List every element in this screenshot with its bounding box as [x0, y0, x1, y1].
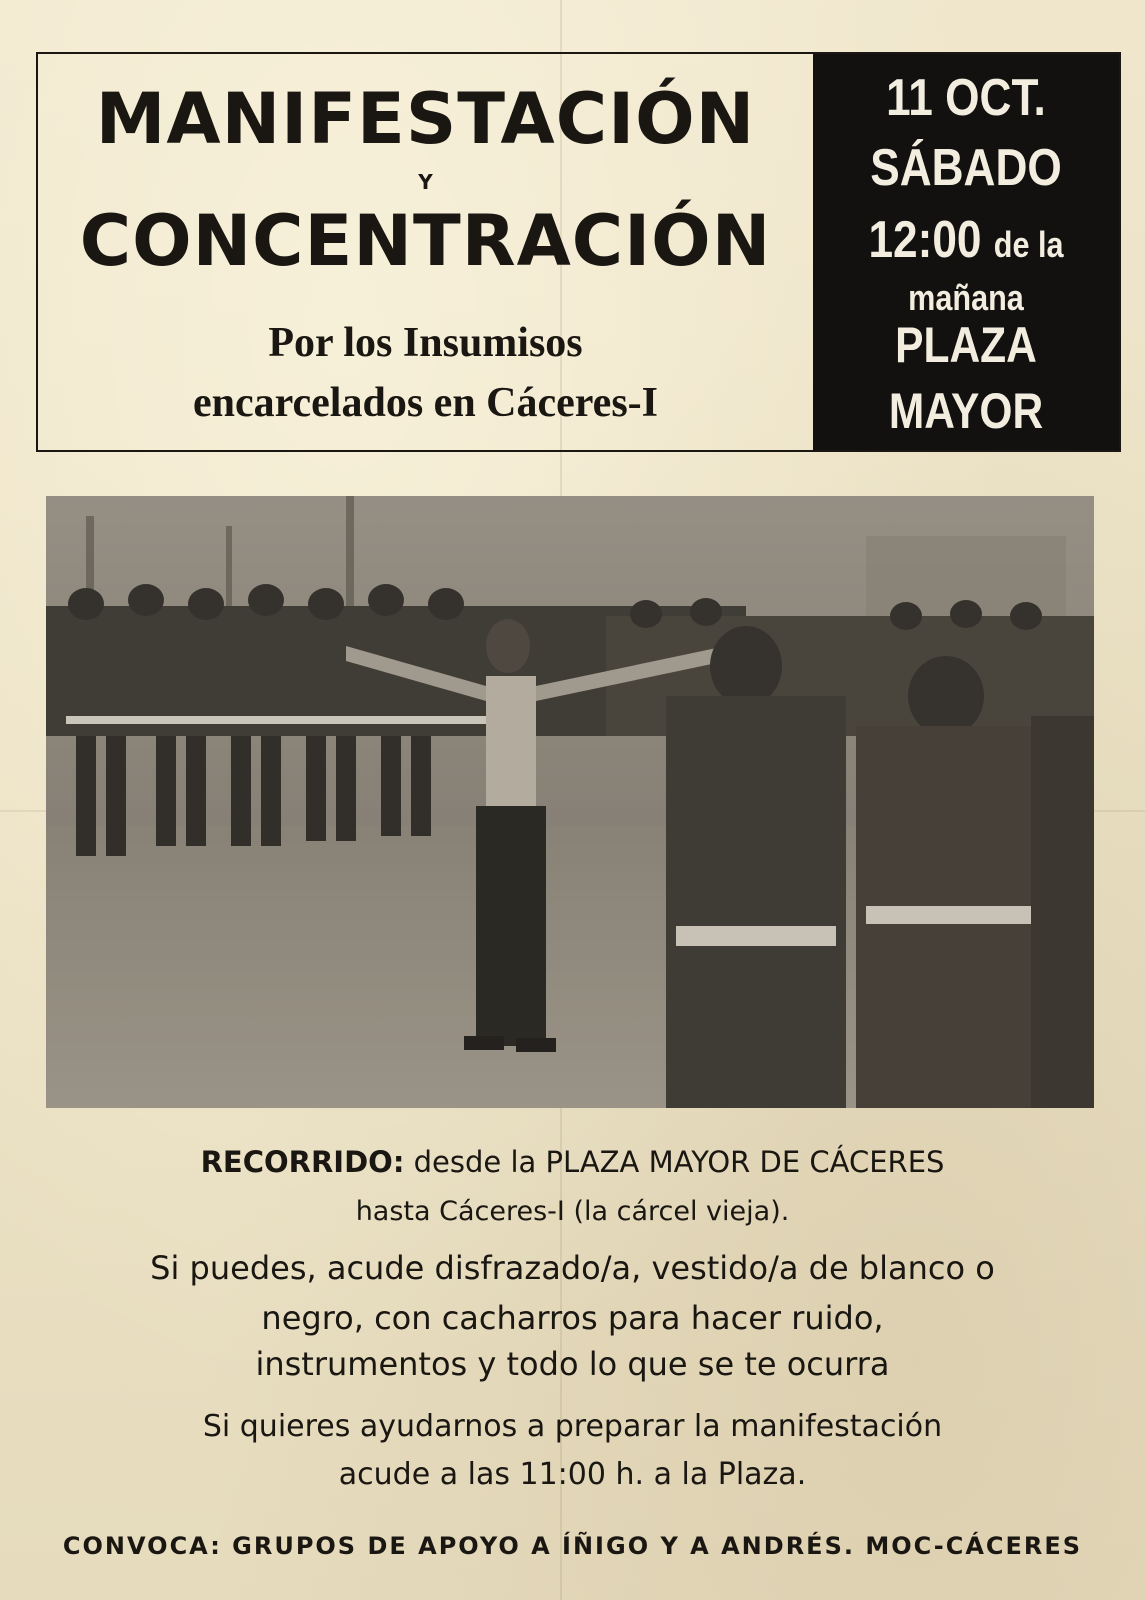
title-concentracion: CONCENTRACIÓN [79, 200, 772, 282]
invite-line-1: Si puedes, acude disfrazado/a, vestido/a de blanco o [150, 1249, 995, 1287]
invite-line-3: instrumentos y todo lo que se te ocurra [255, 1345, 890, 1383]
photo-illustration [46, 496, 1094, 1108]
subtitle-line-2: encarcelados en Cáceres-I [193, 380, 658, 426]
help-line-2: acude a las 11:00 h. a la Plaza. [338, 1457, 807, 1492]
event-place-line-1: PLAZA [895, 317, 1037, 373]
title-connector: Y [418, 170, 433, 194]
help-line-1: Si quieres ayudarnos a preparar la manifestación [202, 1409, 943, 1444]
header-title-panel [38, 54, 813, 450]
event-time-row [836, 211, 1096, 269]
header-box [36, 52, 1121, 452]
protest-photograph [46, 496, 1094, 1108]
event-date: 11 OCT. [886, 69, 1046, 127]
event-time-period: mañana [908, 277, 1024, 318]
title-manifestacion: MANIFESTACIÓN [95, 78, 756, 160]
route-from: desde la PLAZA MAYOR DE CÁCERES [413, 1145, 945, 1179]
event-time-suffix: de la [993, 224, 1064, 265]
event-time: 12:00 [868, 211, 982, 269]
event-place-line-2: MAYOR [888, 383, 1044, 439]
route-label: RECORRIDO: [200, 1145, 405, 1179]
organizers-footer: CONVOCA: GRUPOS DE APOYO A ÍÑIGO Y A ANDRÉS. MOC-CÁCERES [62, 1532, 1083, 1560]
event-weekday: SÁBADO [870, 139, 1062, 197]
event-info-box [813, 54, 1119, 450]
route-line [0, 1145, 1145, 1179]
route-destination: hasta Cáceres-I (la cárcel vieja). [355, 1196, 790, 1227]
invite-line-2: negro, con cacharros para hacer ruido, [261, 1299, 884, 1337]
subtitle-line-1: Por los Insumisos [268, 320, 583, 366]
